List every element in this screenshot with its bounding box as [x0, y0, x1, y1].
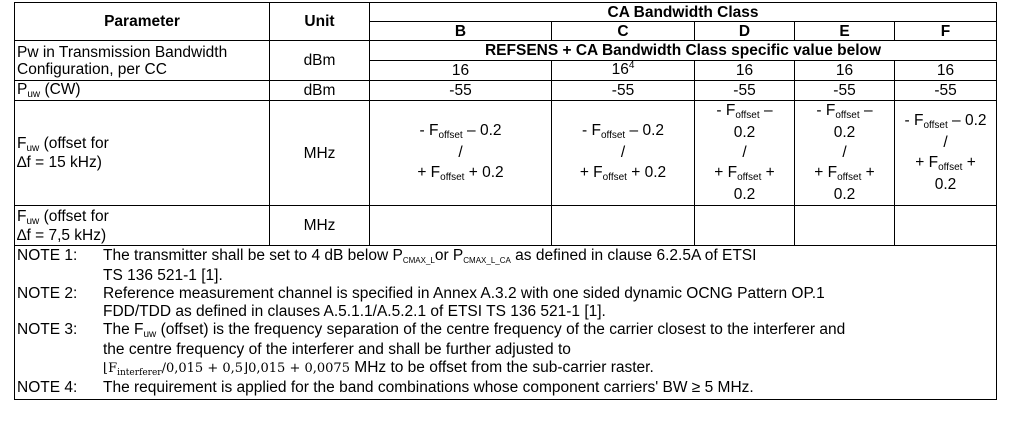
- pw-value-c-num: 16: [611, 61, 629, 78]
- fuw75-value-b: [370, 206, 552, 246]
- note-1-t4: TS 136 521-1 [1].: [103, 267, 223, 284]
- d-minus-val: 0.2: [733, 124, 756, 141]
- note-1-text: [103, 247, 994, 285]
- fuw75-row: [15, 206, 997, 246]
- fuw75-unit: MHz: [270, 206, 370, 246]
- note-3-m2: /0,015 + 0,5⌋0,015 + 0,0075: [161, 361, 350, 376]
- note-3-label: NOTE 3:: [17, 321, 78, 338]
- notes-cell: [15, 246, 997, 400]
- fuw75-label-line1: [17, 208, 267, 227]
- puw-label-sub: uw: [27, 89, 41, 100]
- header-class-e: E: [795, 22, 895, 41]
- fuw15-label-line2: ∆f = 15 kHz): [17, 154, 102, 171]
- requirements-table: [14, 2, 997, 400]
- fuw75-value-f: [895, 206, 997, 246]
- f-slash: /: [943, 134, 948, 151]
- note-3-m1: ⌊F: [103, 361, 118, 376]
- fuw15-label-sub: uw: [26, 143, 40, 154]
- pw-label-line1: Pw in Transmission Bandwidth: [17, 43, 228, 61]
- d-plus-val: 0.2: [733, 186, 756, 203]
- note-3-ms: interferer: [117, 368, 162, 378]
- fuw15-value-b: [370, 101, 552, 206]
- fuw75-label-line2: ∆f = 7,5 kHz): [17, 226, 107, 244]
- e-plus-val: 0.2: [833, 186, 856, 203]
- puw-label: [15, 81, 270, 101]
- d-minus-sub: offset: [735, 110, 760, 121]
- header-class-c: C: [552, 22, 695, 41]
- e-plus-f: + F: [814, 164, 838, 181]
- pw-value-d: 16: [695, 61, 795, 81]
- note-3-t2: (offset) is the frequency separation of the centre frequency of the carrier closest to the interferer and: [156, 321, 846, 338]
- c-plus-f: + F: [579, 164, 603, 181]
- pw-label: [15, 41, 270, 81]
- note-2-t1: Reference measurement channel is specified in Annex A.3.2 with one sided dynamic OCNG Pattern OP.1: [103, 285, 825, 302]
- fuw75-label: [15, 206, 270, 246]
- note-3-t3: the centre frequency of the interferer and shall be further adjusted to: [103, 341, 571, 358]
- pw-unit: dBm: [270, 41, 370, 81]
- b-plus-sub: offset: [440, 172, 465, 183]
- b-minus-sub: offset: [438, 130, 463, 141]
- fuw15-row: [15, 101, 997, 206]
- fuw15-value-f: [895, 101, 997, 206]
- fuw15-label-f: F: [17, 135, 27, 152]
- puw-label-p: P: [17, 81, 28, 98]
- fuw15-label-rest: (offset for: [39, 135, 109, 152]
- fuw15-value-e: [795, 101, 895, 206]
- note-3-text: [103, 321, 994, 379]
- header-unit: Unit: [270, 3, 370, 41]
- puw-row: [15, 81, 997, 101]
- note-2-text: [103, 285, 994, 321]
- header-ca-class: CA Bandwidth Class: [370, 3, 997, 22]
- e-minus-val: 0.2: [833, 124, 856, 141]
- f-plus-sub: offset: [938, 162, 963, 173]
- d-plus-sub: offset: [737, 172, 762, 183]
- note-1-t1: The transmitter shall be set to 4 dB below P: [103, 247, 403, 264]
- b-minus-02: – 0.2: [462, 122, 502, 139]
- fuw75-label-sub: uw: [26, 215, 40, 227]
- fuw15-label-line1: [17, 135, 267, 154]
- b-plus-02: + 0.2: [464, 164, 504, 181]
- e-plus-sub: offset: [837, 172, 862, 183]
- f-plus-val: 0.2: [934, 176, 957, 193]
- f-minus-sub: offset: [923, 120, 948, 131]
- b-minus-f: - F: [419, 122, 439, 139]
- fuw75-value-d: [695, 206, 795, 246]
- pw-value-f: 16: [895, 61, 997, 81]
- f-minus-02: – 0.2: [947, 112, 987, 129]
- f-plus-f: + F: [915, 154, 939, 171]
- note-1-t3: as defined in clause 6.2.5A of ETSI: [510, 247, 757, 264]
- note-4-text: The requirement is applied for the band combinations whose component carriers' BW ≥ 5 MHz.: [103, 379, 754, 396]
- note-2-label: NOTE 2:: [17, 285, 78, 302]
- e-minus-f: - F: [816, 102, 836, 119]
- notes-row: [15, 246, 997, 400]
- fuw15-label: [15, 101, 270, 206]
- e-minus-sub: offset: [835, 110, 860, 121]
- pw-value-c-note-ref: 4: [628, 60, 635, 71]
- note-1: [17, 247, 994, 285]
- puw-value-f: -55: [895, 81, 997, 101]
- puw-label-rest: (CW): [40, 81, 81, 98]
- d-plus-f: + F: [714, 164, 738, 181]
- c-plus-sub: offset: [602, 172, 627, 183]
- fuw75-label-rest: (offset for: [39, 207, 109, 225]
- pw-label-line2: Configuration, per CC: [17, 60, 167, 78]
- puw-unit: dBm: [270, 81, 370, 101]
- f-minus-f: - F: [904, 112, 924, 129]
- b-slash: /: [458, 144, 463, 161]
- c-minus-f: - F: [582, 122, 601, 139]
- c-plus-02: + 0.2: [626, 164, 667, 181]
- header-class-d: D: [695, 22, 795, 41]
- note-2: [17, 285, 994, 321]
- header-parameter: Parameter: [15, 3, 270, 41]
- note-3-t4: MHz to be offset from the sub-carrier raster.: [349, 359, 654, 376]
- note-1-t2: or P: [434, 247, 464, 264]
- puw-value-b: -55: [370, 81, 552, 101]
- d-minus-dash: –: [759, 102, 773, 119]
- note-4: [17, 379, 994, 397]
- header-class-f: F: [895, 22, 997, 41]
- fuw15-value-c: [552, 101, 695, 206]
- note-3-s1: uw: [143, 329, 157, 340]
- note-3-formula: [103, 361, 350, 376]
- b-plus-f: + F: [417, 164, 441, 181]
- c-minus-02: – 0.2: [625, 122, 664, 139]
- f-plus-sign: +: [962, 154, 976, 171]
- pw-value-b: 16: [370, 61, 552, 81]
- puw-value-e: -55: [795, 81, 895, 101]
- note-1-s2: CMAX_L_CA: [463, 256, 511, 265]
- e-slash: /: [842, 144, 847, 161]
- pw-span-text: REFSENS + CA Bandwidth Class specific value below: [370, 41, 997, 61]
- note-4-label: NOTE 4:: [17, 379, 78, 396]
- e-plus-sign: +: [861, 164, 875, 181]
- e-minus-dash: –: [859, 102, 873, 119]
- header-class-b: B: [370, 22, 552, 41]
- fuw15-unit: MHz: [270, 101, 370, 206]
- puw-value-c: -55: [552, 81, 695, 101]
- header-row-1: [15, 3, 997, 22]
- c-minus-sub: offset: [600, 130, 626, 141]
- note-2-t2: FDD/TDD as defined in clauses A.5.1.1/A.5.2.1 of ETSI TS 136 521-1 [1].: [103, 303, 606, 320]
- d-slash: /: [742, 144, 747, 161]
- puw-value-d: -55: [695, 81, 795, 101]
- note-1-label: NOTE 1:: [17, 247, 78, 264]
- pw-value-e: 16: [795, 61, 895, 81]
- d-minus-f: - F: [716, 102, 736, 119]
- fuw75-value-e: [795, 206, 895, 246]
- note-1-s1: CMAX_L: [402, 256, 435, 265]
- note-3: [17, 321, 994, 379]
- fuw75-value-c: [552, 206, 695, 246]
- fuw15-value-d: [695, 101, 795, 206]
- note-3-t1: The F: [103, 321, 144, 338]
- c-slash: /: [620, 144, 626, 161]
- pw-value-c: [552, 61, 695, 81]
- fuw75-label-f: F: [17, 207, 27, 225]
- d-plus-sign: +: [761, 164, 775, 181]
- pw-row-a: [15, 41, 997, 61]
